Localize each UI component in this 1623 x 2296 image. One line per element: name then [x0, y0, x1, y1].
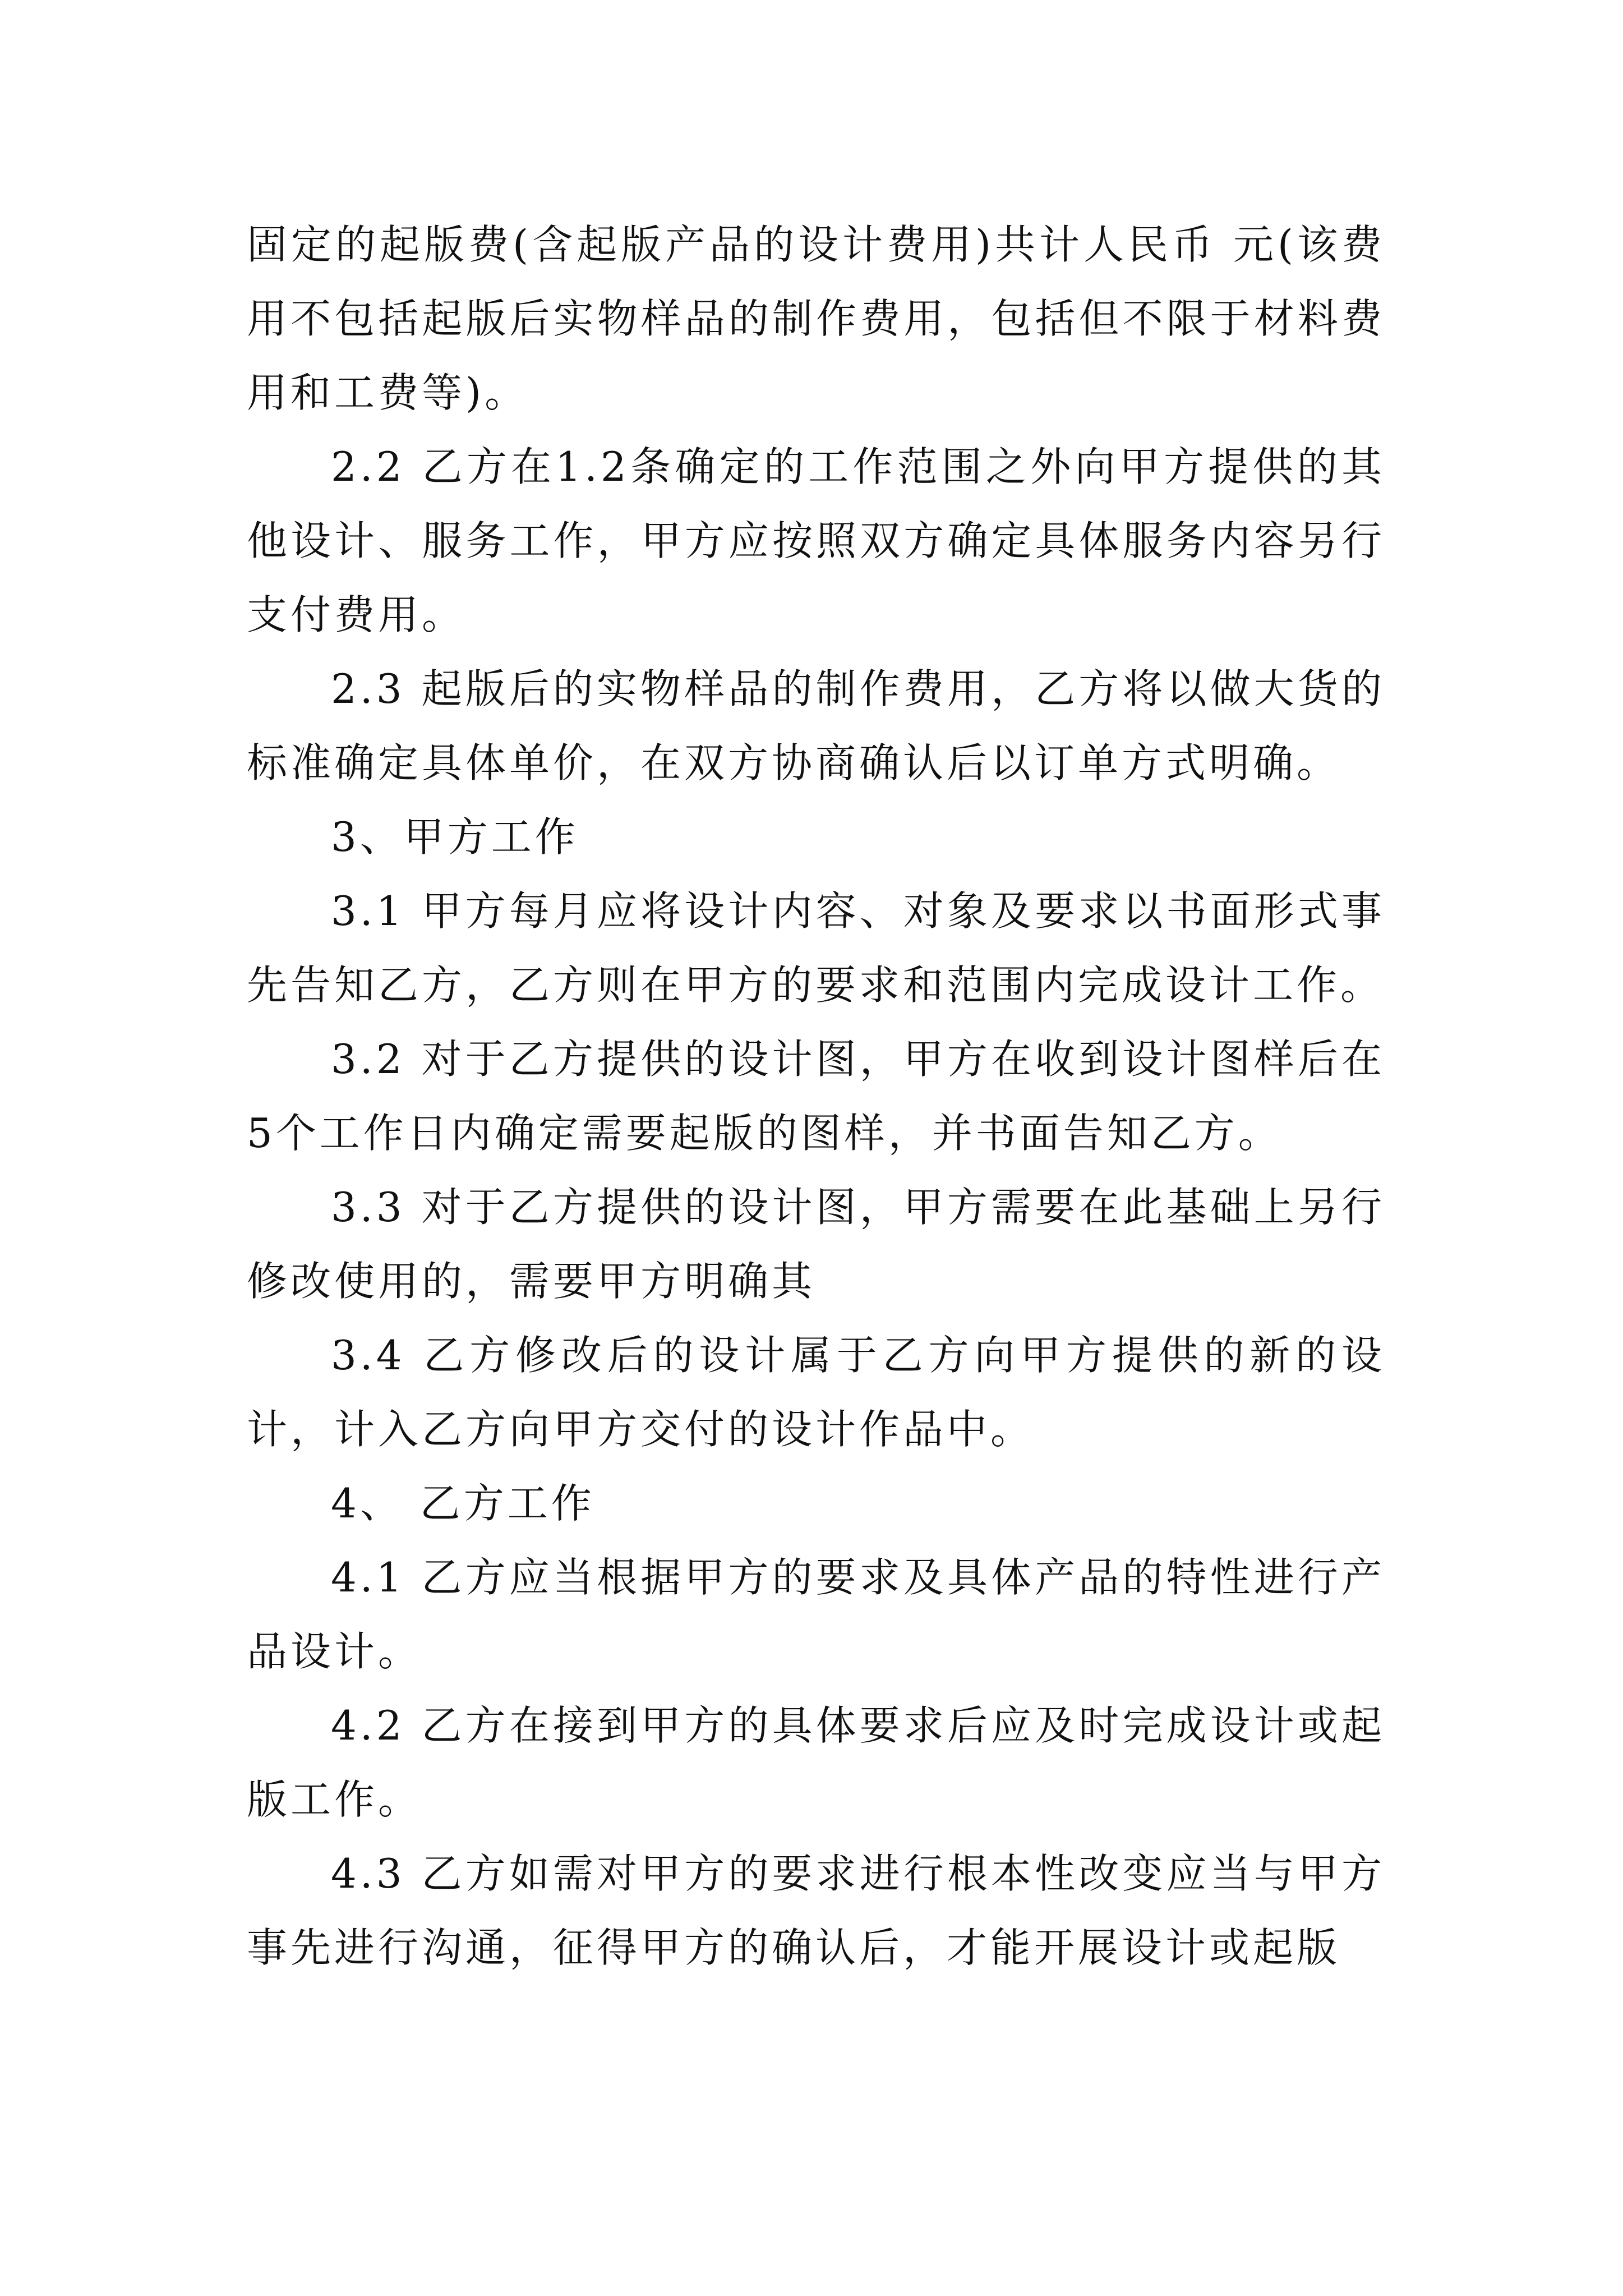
document-body: [247, 208, 1385, 1985]
paragraph-fee-continuation: 固定的起版费(含起版产品的设计费用)共计人民币 元(该费用不包括起版后实物样品的制作费用，包括但不限于材料费用和工费等)。: [247, 221, 1385, 416]
paragraph-4-2: 4.2 乙方在接到甲方的具体要求后应及时完成设计或起版工作。: [247, 1702, 1385, 1823]
paragraph-3-3: 3.3 对于乙方提供的设计图，甲方需要在此基础上另行修改使用的，需要甲方明确其: [247, 1184, 1385, 1305]
paragraph-4-3: 4.3 乙方如需对甲方的要求进行根本性改变应当与甲方事先进行沟通，征得甲方的确认后，才能开展设计或起版: [247, 1850, 1385, 1971]
paragraph-3-2: 3.2 对于乙方提供的设计图，甲方在收到设计图样后在5个工作日内确定需要起版的图样，并书面告知乙方。: [247, 1036, 1385, 1157]
section-heading-4: 4、 乙方工作: [331, 1480, 595, 1527]
paragraph-3-4: 3.4 乙方修改后的设计属于乙方向甲方提供的新的设计，计入乙方向甲方交付的设计作品中。: [247, 1332, 1385, 1453]
paragraph-3-1: 3.1 甲方每月应将设计内容、对象及要求以书面形式事先告知乙方，乙方则在甲方的要求和范围内完成设计工作。: [247, 887, 1385, 1009]
paragraph-4-1: 4.1 乙方应当根据甲方的要求及具体产品的特性进行产品设计。: [247, 1554, 1385, 1675]
section-heading-3: 3、甲方工作: [331, 813, 579, 861]
paragraph-2-2: 2.2 乙方在1.2条确定的工作范围之外向甲方提供的其他设计、服务工作，甲方应按照双方确定具体服务内容另行支付费用。: [247, 443, 1385, 638]
paragraph-2-3: 2.3 起版后的实物样品的制作费用，乙方将以做大货的标准确定具体单价，在双方协商确认后以订单方式明确。: [247, 665, 1385, 786]
